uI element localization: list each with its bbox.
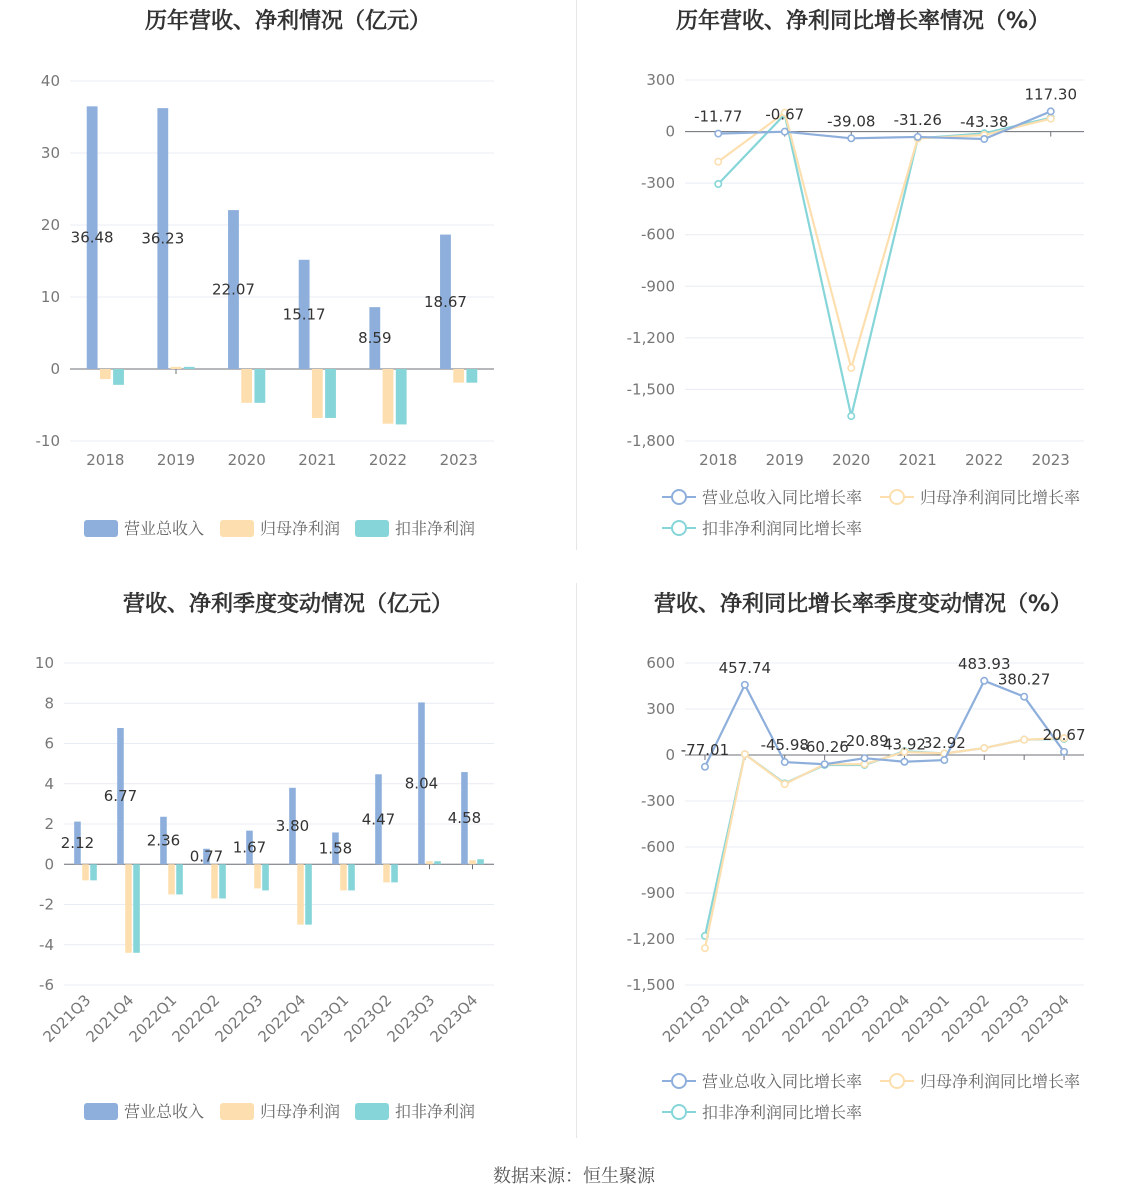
bar-data-label: 2.12	[60, 833, 95, 852]
legend-label: 营业总收入同比增长率	[702, 488, 863, 507]
line-data-label: 32.92	[922, 734, 966, 753]
legend	[662, 1072, 1080, 1122]
bar-net-profit	[82, 864, 89, 880]
legend-item	[355, 519, 475, 538]
y-tick-label: -300	[640, 792, 675, 810]
series-point	[702, 945, 708, 951]
y-tick-label: 2	[44, 815, 54, 833]
chart-svg	[0, 0, 576, 560]
x-tick-label: 2022	[965, 451, 1004, 469]
series-point	[848, 413, 854, 419]
series-point	[901, 759, 907, 765]
line-data-label: -39.08	[827, 112, 876, 131]
series-point	[981, 678, 987, 684]
legend-item	[662, 1072, 862, 1091]
series-point	[715, 158, 721, 164]
series-line	[705, 681, 1064, 767]
y-tick-label: -900	[640, 884, 675, 902]
quarterly-growth-rate-chart	[578, 583, 1148, 1153]
x-tick-label: 2020	[832, 451, 871, 469]
bar-net-profit	[241, 369, 252, 403]
y-tick-label: -900	[640, 277, 675, 296]
bar-data-label: 6.77	[103, 787, 138, 806]
series-point	[848, 365, 854, 371]
x-tick-label: 2021Q4	[698, 991, 754, 1046]
legend-item	[662, 488, 862, 507]
line-data-label: 20.67	[1042, 725, 1086, 744]
series-line	[705, 739, 1064, 936]
series-point	[1048, 108, 1054, 114]
bar-data-label: 1.67	[232, 838, 267, 857]
y-tick-label: -10	[35, 432, 60, 450]
bar-net-profit	[211, 864, 218, 898]
line-data-label: -77.01	[680, 740, 730, 759]
series-point	[715, 181, 721, 187]
legend-marker	[672, 1105, 686, 1119]
y-tick-label: 30	[40, 144, 60, 162]
bar-deducted-profit	[133, 864, 140, 953]
y-tick-label: -4	[39, 935, 54, 954]
y-tick-label: 0	[44, 855, 54, 874]
legend-label: 扣非净利润	[395, 1102, 476, 1121]
legend	[84, 519, 475, 538]
series-point	[1061, 749, 1067, 755]
legend-item	[880, 488, 1080, 507]
line-data-label: 483.93	[958, 654, 1011, 673]
legend-marker	[672, 490, 686, 504]
bar-net-profit	[125, 864, 132, 953]
line-data-label: 380.27	[997, 670, 1051, 689]
series-point	[782, 128, 788, 134]
bar-net-profit	[426, 861, 433, 864]
quarterly-revenue-profit-chart	[0, 583, 576, 1153]
legend	[662, 488, 1080, 538]
line-data-label: -45.98	[760, 736, 809, 755]
y-tick-label: 0	[665, 122, 675, 141]
annual-growth-rate-chart	[578, 0, 1148, 560]
bar-net-profit	[297, 864, 304, 924]
legend-label: 扣非净利润同比增长率	[702, 519, 863, 538]
bar-data-label: 36.23	[141, 229, 185, 248]
legend-label: 营业总收入同比增长率	[702, 1072, 863, 1091]
y-tick-label: 20	[40, 216, 60, 234]
x-tick-label: 2022	[368, 451, 408, 469]
legend-item	[84, 519, 204, 538]
series-point	[715, 130, 721, 136]
legend-marker	[672, 1074, 686, 1088]
legend-item	[220, 1102, 340, 1121]
bar-data-label: 0.77	[189, 847, 224, 866]
chart-title: 历年营收、净利同比增长率情况（%）	[675, 9, 1051, 34]
line-data-label: -31.26	[893, 110, 942, 129]
y-tick-label: -600	[640, 225, 675, 244]
bar-deducted-profit	[262, 864, 269, 890]
legend-label: 归母净利润同比增长率	[920, 1072, 1081, 1091]
series-line	[705, 735, 1064, 948]
y-tick-label: -1,500	[626, 380, 675, 399]
legend-label: 归母净利润同比增长率	[920, 488, 1081, 507]
bar-data-label: 22.07	[211, 280, 255, 299]
chart-title: 历年营收、净利情况（亿元）	[144, 9, 431, 34]
bar-deducted-profit	[348, 864, 355, 890]
bar-data-label: 18.67	[423, 292, 467, 311]
x-tick-label: 2023Q1	[898, 991, 954, 1046]
line-data-label: 117.30	[1024, 85, 1077, 104]
bar-data-label: 4.47	[361, 810, 396, 829]
bar-net-profit	[383, 864, 390, 882]
x-tick-label: 2020	[227, 451, 266, 469]
legend-swatch	[220, 1103, 254, 1120]
bar-data-label: 1.58	[318, 839, 353, 858]
x-tick-label: 2023Q2	[938, 991, 994, 1046]
x-tick-label: 2022Q4	[858, 991, 914, 1046]
bar-net-profit	[469, 860, 476, 864]
line-data-label: 457.74	[718, 658, 772, 677]
legend	[84, 1102, 475, 1121]
legend-marker	[672, 521, 686, 535]
series-point	[782, 759, 788, 765]
series-point	[821, 761, 827, 767]
x-tick-label: 2021Q4	[82, 991, 138, 1046]
legend-item	[662, 1103, 862, 1122]
legend-marker	[890, 490, 904, 504]
panel-divider-bottom	[576, 583, 577, 1138]
line-data-label: -11.77	[694, 107, 743, 126]
x-tick-label: 2018	[699, 451, 738, 469]
x-tick-label: 2023Q1	[297, 991, 353, 1046]
bar-data-label: 36.48	[70, 228, 114, 247]
y-tick-label: -1,800	[626, 432, 675, 450]
x-tick-label: 2023Q3	[383, 991, 439, 1046]
panel-divider-top	[576, 0, 577, 550]
line-data-label: 43.92	[882, 735, 926, 754]
x-tick-label: 2021	[298, 451, 337, 469]
x-tick-label: 2023	[1031, 451, 1070, 469]
series-point	[742, 751, 748, 757]
y-tick-label: 300	[646, 71, 675, 89]
bar-deducted-profit	[434, 861, 441, 864]
x-tick-label: 2022Q2	[168, 991, 224, 1046]
x-tick-label: 2022Q3	[818, 991, 874, 1046]
chart-svg	[578, 0, 1148, 560]
legend-label: 营业总收入	[124, 519, 205, 538]
legend-swatch	[84, 520, 118, 537]
x-tick-label: 2022Q1	[738, 991, 794, 1046]
x-tick-label: 2021Q3	[39, 991, 95, 1046]
x-tick-label: 2019	[156, 451, 196, 469]
legend-item	[880, 1072, 1080, 1091]
bar-deducted-profit	[90, 864, 97, 880]
legend-swatch	[220, 520, 254, 537]
bar-deducted-profit	[466, 369, 477, 383]
y-tick-label: -6	[39, 976, 54, 994]
x-tick-label: 2023Q4	[426, 991, 482, 1046]
series-point	[915, 134, 921, 140]
y-tick-label: -1,500	[626, 976, 675, 994]
bar-data-label: 8.04	[404, 774, 439, 793]
legend-swatch	[355, 1103, 389, 1120]
legend-label: 扣非净利润同比增长率	[702, 1103, 863, 1122]
series-point	[702, 764, 708, 770]
legend-item	[662, 519, 862, 538]
bar-deducted-profit	[254, 369, 265, 403]
y-tick-label: 6	[44, 734, 54, 753]
y-tick-label: 8	[44, 694, 54, 713]
series-line	[718, 110, 1051, 368]
legend-swatch	[84, 1103, 118, 1120]
bar-deducted-profit	[305, 864, 312, 924]
series-point	[941, 757, 947, 763]
y-tick-label: -2	[39, 895, 54, 914]
y-tick-label: 600	[646, 654, 675, 672]
x-tick-label: 2022Q2	[778, 991, 834, 1046]
y-tick-label: -600	[640, 838, 675, 856]
series-point	[1048, 115, 1054, 121]
series-point	[981, 136, 987, 142]
bar-net-profit	[171, 367, 182, 369]
bar-net-profit	[340, 864, 347, 890]
legend-label: 归母净利润	[260, 519, 341, 538]
bar-net-profit	[453, 369, 464, 383]
bar-deducted-profit	[113, 369, 124, 385]
bar-data-label: 8.59	[358, 329, 392, 348]
y-tick-label: 300	[646, 700, 675, 718]
series-point	[861, 755, 867, 761]
bar-net-profit	[168, 864, 175, 894]
legend-item	[220, 519, 340, 538]
x-tick-label: 2022Q4	[254, 991, 310, 1046]
y-tick-label: 10	[40, 288, 60, 306]
x-tick-label: 2021Q3	[658, 991, 714, 1046]
x-tick-label: 2021	[898, 451, 937, 469]
x-tick-label: 2023Q4	[1018, 991, 1073, 1046]
bar-net-profit	[312, 369, 323, 418]
legend-marker	[890, 1074, 904, 1088]
line-data-label: -0.67	[765, 105, 805, 124]
series-point	[742, 682, 748, 688]
line-data-label: -20.89	[840, 732, 889, 751]
series-point	[981, 745, 987, 751]
series-point	[782, 781, 788, 787]
bar-data-label: 15.17	[282, 305, 326, 324]
x-tick-label: 2019	[765, 451, 804, 469]
bar-net-profit	[254, 864, 261, 888]
x-tick-label: 2023Q3	[978, 991, 1033, 1046]
y-tick-label: 0	[50, 360, 60, 378]
annual-revenue-profit-chart	[0, 0, 576, 560]
y-tick-label: -1,200	[626, 930, 675, 948]
bar-deducted-profit	[176, 864, 183, 894]
x-tick-label: 2022Q1	[125, 991, 181, 1046]
chart-svg	[578, 583, 1148, 1153]
bar-data-label: 2.36	[146, 831, 181, 850]
legend-label: 归母净利润	[260, 1102, 341, 1121]
chart-title: 营收、净利季度变动情况（亿元）	[122, 592, 453, 617]
y-tick-label: -300	[640, 174, 675, 193]
y-tick-label: -1,200	[626, 328, 675, 347]
data-source-note: 数据来源：恒生聚源	[493, 1166, 655, 1187]
x-tick-label: 2023Q2	[340, 991, 396, 1046]
x-tick-label: 2018	[86, 451, 125, 469]
bar-deducted-profit	[391, 864, 398, 882]
line-data-label: -43.38	[960, 113, 1009, 132]
bar-data-label: 4.58	[447, 809, 482, 828]
legend-item	[355, 1102, 475, 1121]
bar-deducted-profit	[396, 369, 407, 424]
bar-deducted-profit	[477, 859, 484, 864]
bar-net-profit	[100, 369, 111, 379]
y-tick-label: 40	[40, 72, 60, 90]
bar-deducted-profit	[219, 864, 226, 898]
legend-item	[84, 1102, 204, 1121]
chart-svg	[0, 583, 576, 1153]
bar-net-profit	[383, 369, 394, 424]
legend-label: 扣非净利润	[395, 519, 476, 538]
y-tick-label: 4	[44, 774, 54, 793]
y-tick-label: 0	[665, 746, 675, 764]
y-tick-label: 10	[34, 654, 54, 672]
series-point	[1021, 693, 1027, 699]
x-tick-label: 2023	[439, 451, 478, 469]
legend-label: 营业总收入	[124, 1102, 205, 1121]
bar-deducted-profit	[325, 369, 336, 418]
line-data-label: -60.26	[800, 738, 849, 757]
chart-title: 营收、净利同比增长率季度变动情况（%）	[653, 592, 1073, 617]
legend-swatch	[355, 520, 389, 537]
series-point	[1021, 736, 1027, 742]
series-line	[718, 114, 1051, 416]
bar-data-label: 3.80	[275, 817, 310, 836]
series-point	[848, 135, 854, 141]
x-tick-label: 2022Q3	[211, 991, 267, 1046]
bar-deducted-profit	[184, 367, 195, 369]
